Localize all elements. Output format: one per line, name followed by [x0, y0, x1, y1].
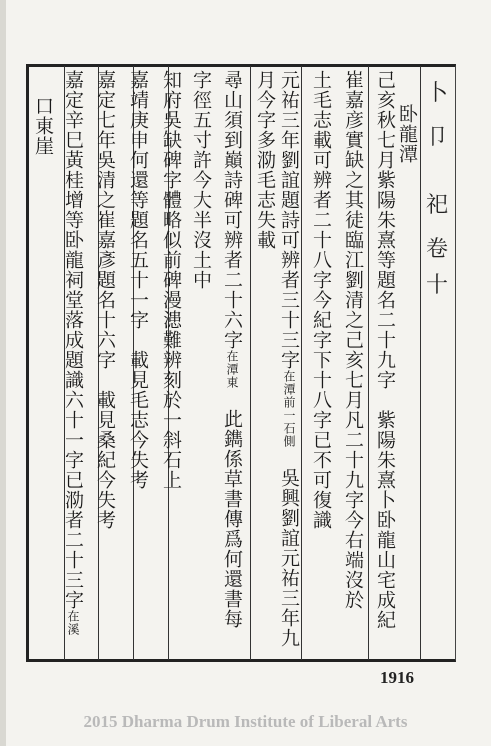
margin-char-5: 十	[426, 273, 449, 298]
margin-char-3: 祀	[426, 193, 449, 218]
inline-note: 在潭東	[225, 350, 239, 389]
column-text: 嘉定辛巳黃桂增等卧龍祠堂落成題識六十一字已泐者二十三字	[62, 70, 84, 610]
column-entry-9	[128, 70, 147, 656]
column-text: 口東崖	[32, 96, 54, 156]
column-rule	[301, 66, 302, 660]
heading-wolong-tan	[397, 104, 416, 690]
column-entry-8	[161, 70, 180, 656]
margin-char-1: 卜	[426, 81, 449, 106]
inline-note: 在溪	[66, 610, 80, 636]
column-text: 己亥秋七月紫陽朱熹等題名二十九字 紫陽朱熹卜卧龍山宅成紀	[374, 70, 396, 630]
column-text: 字徑五寸許今大半沒土中	[190, 70, 212, 290]
column-text: 嘉靖庚申何還等題名五十一字 載見毛志今失考	[127, 70, 149, 490]
column-text: 土毛志載可辨者二十八字今紀字下十八字已不可復識	[310, 70, 332, 530]
column-text: 嘉定七年吳清之崔嘉彥題名十六字 載見桑紀今失考	[94, 70, 116, 530]
column-entry-1	[375, 70, 394, 656]
column-entry-6	[222, 70, 241, 656]
column-text: 卧龍潭	[396, 104, 418, 164]
inline-note: 在潭前一石側	[282, 370, 296, 448]
column-rule	[250, 66, 251, 660]
column-text: 元祐三年劉誼題詩可辨者三十三字	[278, 70, 300, 370]
column-text: 月今字多泐毛志失載	[254, 70, 276, 250]
column-text: 知府吳缺碑字體略似前碑漫漶難辨刻於一斜石上	[160, 70, 182, 490]
column-text: 崔嘉彦實缺之其徒臨江劉清之己亥七月凡二十九字今右端沒於	[342, 70, 364, 610]
column-entry-12	[33, 96, 52, 682]
column-entry-2	[343, 70, 362, 656]
column-text-tail: 此鐫係草書傳爲何還書每	[221, 389, 243, 629]
column-entry-5	[255, 70, 274, 656]
column-text-tail: 吳興劉誼元祐三年九	[278, 448, 300, 648]
column-rule	[420, 66, 421, 660]
margin-char-2: 卩	[426, 125, 449, 150]
margin-strip	[420, 64, 456, 662]
column-text: 尋山須到巔詩碑可辨者二十六字	[221, 70, 243, 350]
page-number: 1916	[380, 668, 414, 687]
watermark: 2015 Dharma Drum Institute of Liberal Arts	[83, 712, 408, 731]
margin-char-4: 卷	[426, 237, 449, 262]
column-entry-7	[191, 70, 210, 656]
column-entry-3	[311, 70, 330, 656]
column-rule	[368, 66, 369, 660]
column-entry-4	[279, 70, 298, 656]
column-entry-10	[95, 70, 114, 656]
column-entry-11	[63, 70, 82, 656]
page-edge	[0, 0, 6, 746]
